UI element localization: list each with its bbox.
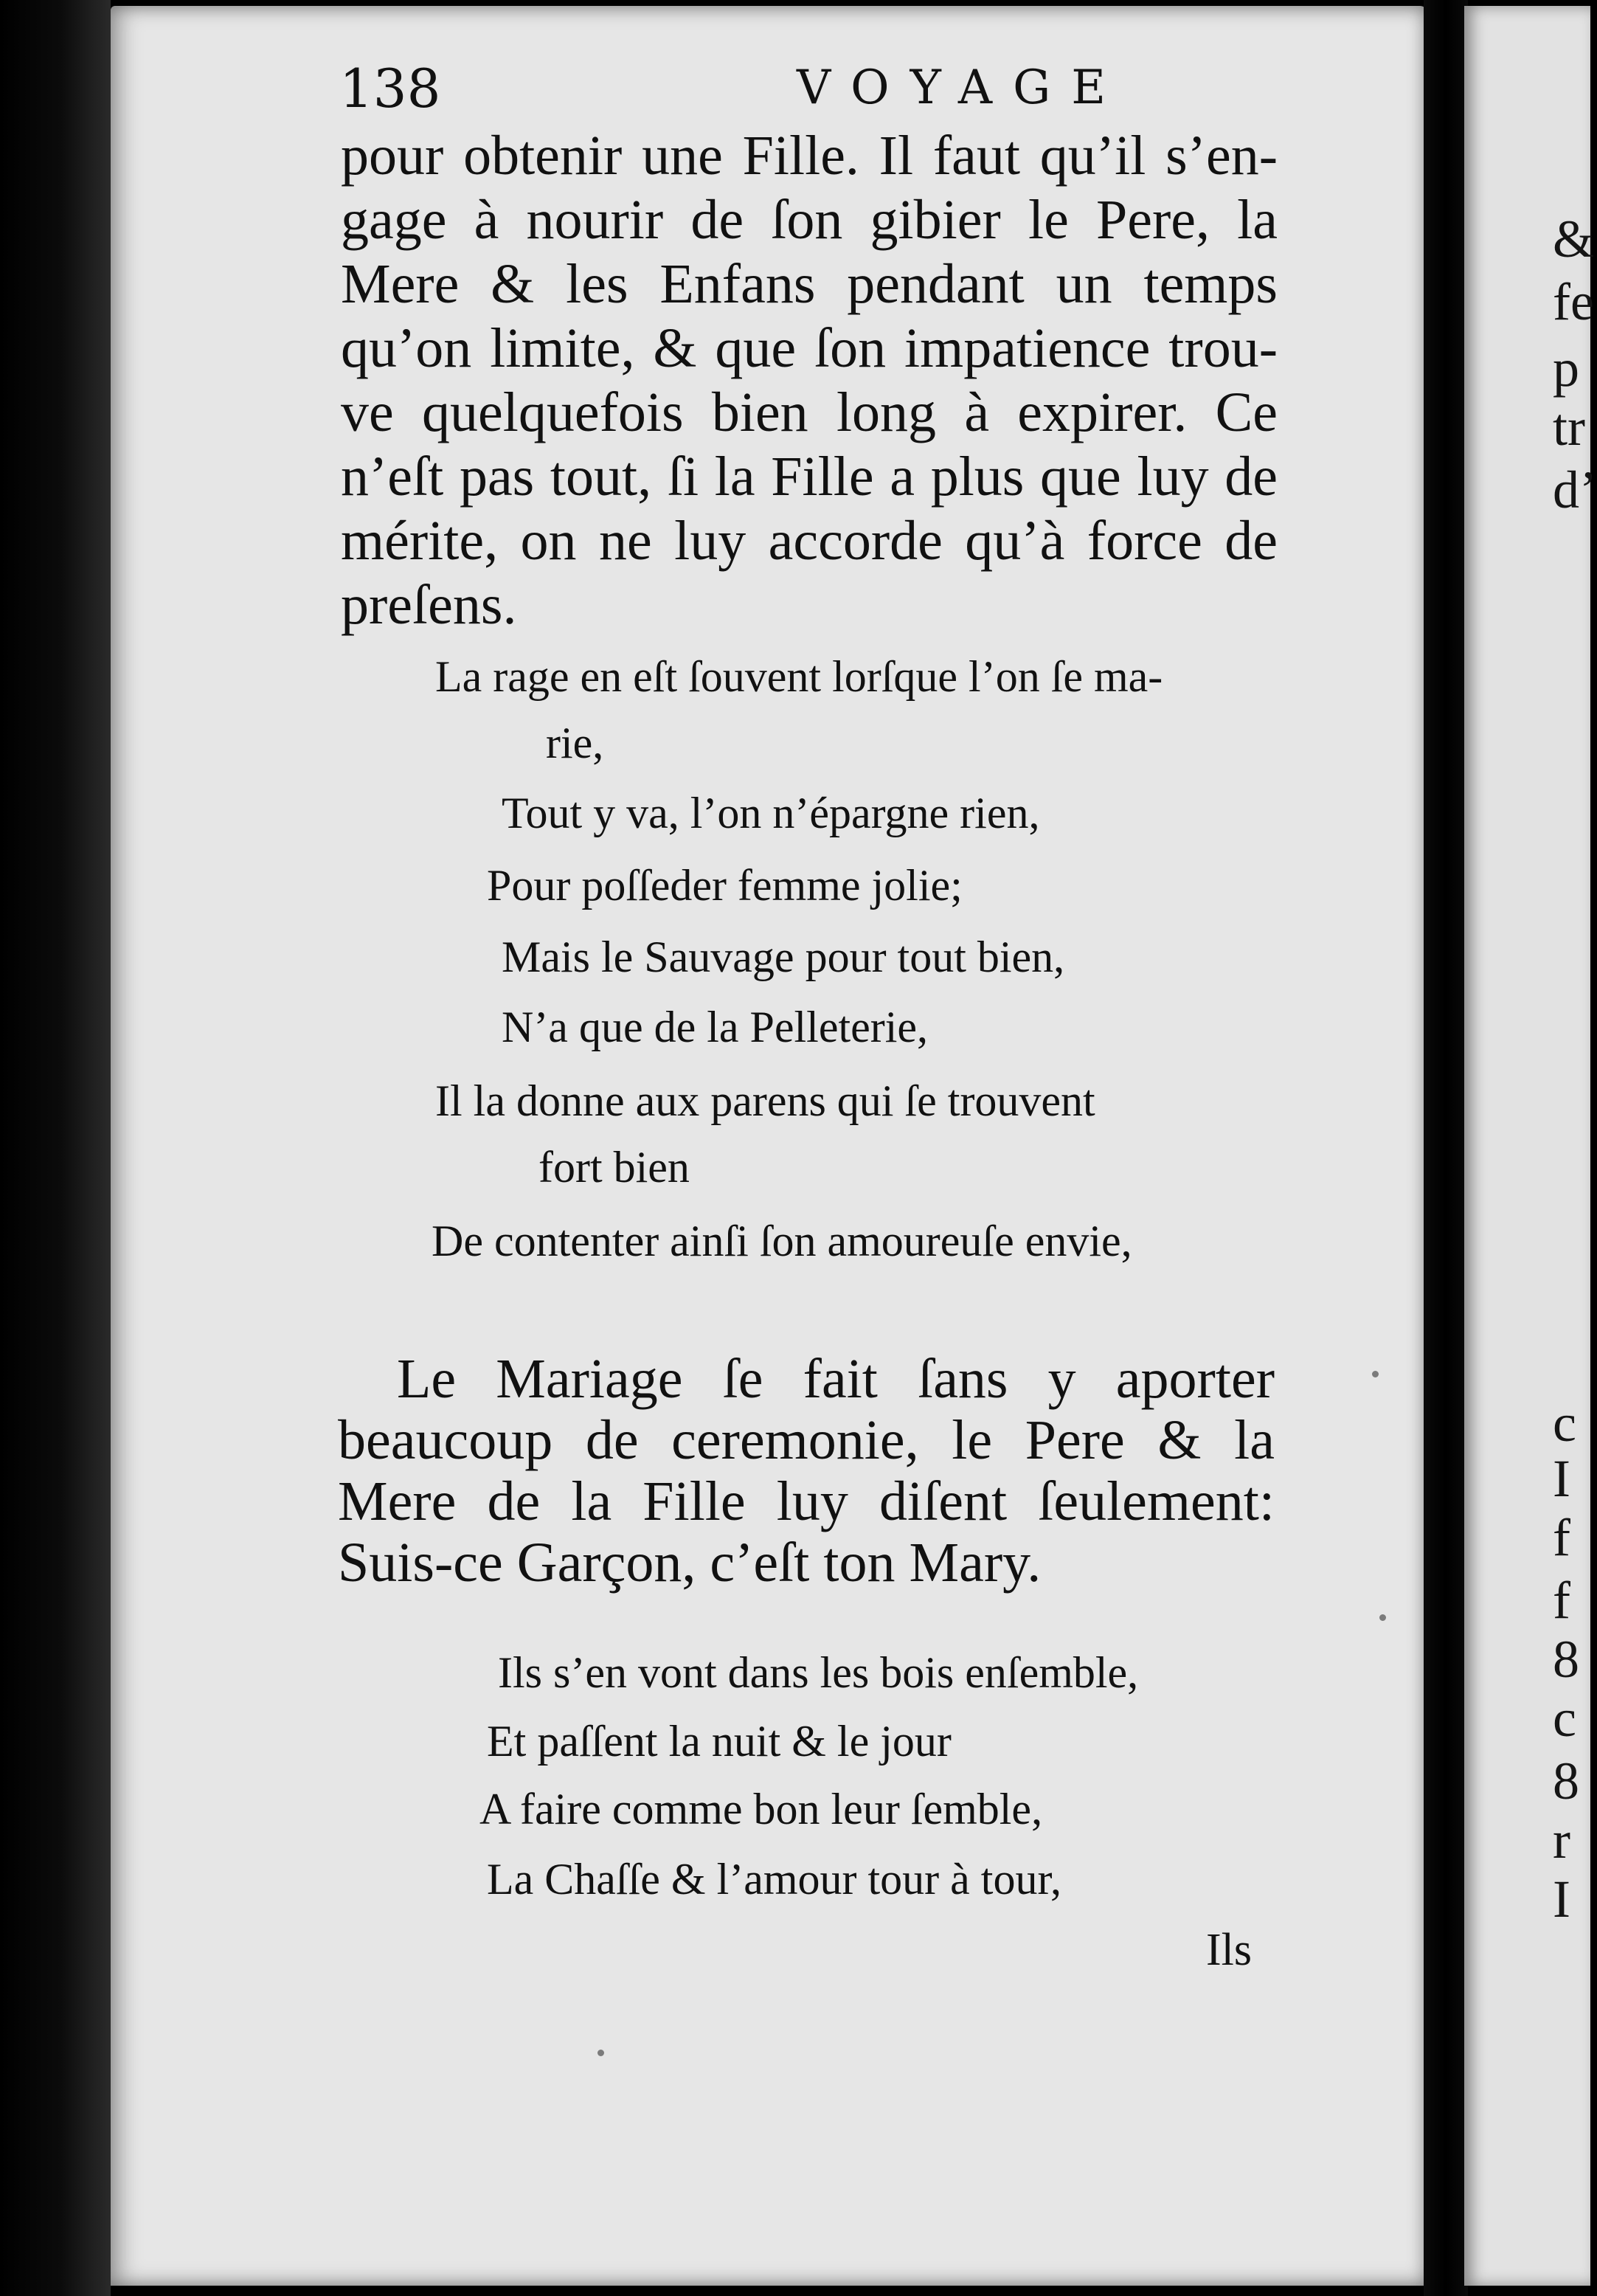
verse-line: Mais le Sauvage pour tout bien,	[502, 933, 1065, 981]
text-line: pour obtenir une Fille. Il faut qu’il s’en-	[341, 125, 1278, 187]
text-line: Le Mariage ſe fait ſans y aporter	[397, 1348, 1275, 1410]
verse-line: Et paſſent la nuit & le jour	[487, 1717, 952, 1766]
facing-page-fragment: I	[1553, 1449, 1570, 1508]
verse-line: A faire comme bon leur ſemble,	[479, 1785, 1043, 1833]
text-line: qu’on limite, & que ſon impatience trou-	[341, 317, 1278, 379]
facing-page-fragment: fe	[1553, 272, 1594, 331]
text-line: Mere & les Enfans pendant un temps	[341, 253, 1278, 315]
facing-page-fragment: c	[1553, 1689, 1576, 1748]
verse-line: fort bien	[538, 1143, 690, 1192]
page-number: 138	[339, 58, 441, 120]
text-line: beaucoup de ceremonie, le Pere & la	[338, 1409, 1275, 1471]
text-line: mérite, on ne luy accorde qu’à force de	[341, 510, 1278, 572]
facing-page-fragment: &	[1553, 210, 1595, 269]
paragraph-marriage	[338, 1349, 1275, 1594]
text-line: Suis-ce Garçon, c’eſt ton Mary.	[338, 1532, 1042, 1594]
facing-page-fragment: f	[1553, 1571, 1570, 1630]
facing-page-fragment: I	[1553, 1870, 1570, 1929]
facing-page-fragment: tr	[1553, 398, 1585, 457]
text-line: gage à nourir de ſon gibier le Pere, la	[341, 189, 1278, 251]
text-line: preſens.	[341, 574, 517, 636]
verse-line: La rage en eſt ſouvent lorſque l’on ſe ma-	[435, 652, 1163, 701]
verse-line: N’a que de la Pelleterie,	[502, 1003, 929, 1051]
facing-page-fragment: 8	[1553, 1630, 1579, 1689]
facing-page-fragment: r	[1553, 1811, 1570, 1870]
facing-page-fragment: f	[1553, 1508, 1570, 1567]
verse-line: Ils s’en vont dans les bois enſemble,	[498, 1648, 1139, 1697]
text-line: n’eſt pas tout, ſi la Fille a plus que luy de	[341, 446, 1278, 508]
running-head: VOYAGE	[797, 60, 1126, 115]
verse-line: Tout y va, l’on n’épargne rien,	[502, 789, 1040, 837]
paragraph-bride-price	[341, 124, 1278, 637]
facing-page-fragment: p	[1553, 339, 1579, 398]
facing-page-fragment: c	[1553, 1394, 1576, 1453]
facing-page-fragment: 8	[1553, 1752, 1579, 1811]
book-binding	[0, 0, 111, 2296]
verse-line: De contenter ainſi ſon amoureuſe envie,	[432, 1217, 1132, 1265]
text-line: ve quelquefois bien long à expirer. Ce	[341, 381, 1278, 443]
page-gutter	[1424, 0, 1468, 2296]
verse-line: Il la donne aux parens qui ſe trouvent	[435, 1076, 1095, 1125]
text-line: Mere de la Fille luy diſent ſeulement:	[338, 1470, 1275, 1532]
catchword: Ils	[1206, 1925, 1252, 1975]
facing-page-fragment: d’	[1553, 460, 1597, 519]
book-page	[111, 6, 1427, 2286]
verse-line: Pour poſſeder femme jolie;	[487, 861, 963, 910]
verse-line: rie,	[546, 719, 604, 767]
page-header	[339, 58, 1387, 124]
verse-line: La Chaſſe & l’amour tour à tour,	[487, 1855, 1062, 1903]
facing-page-edge	[1464, 6, 1597, 2286]
